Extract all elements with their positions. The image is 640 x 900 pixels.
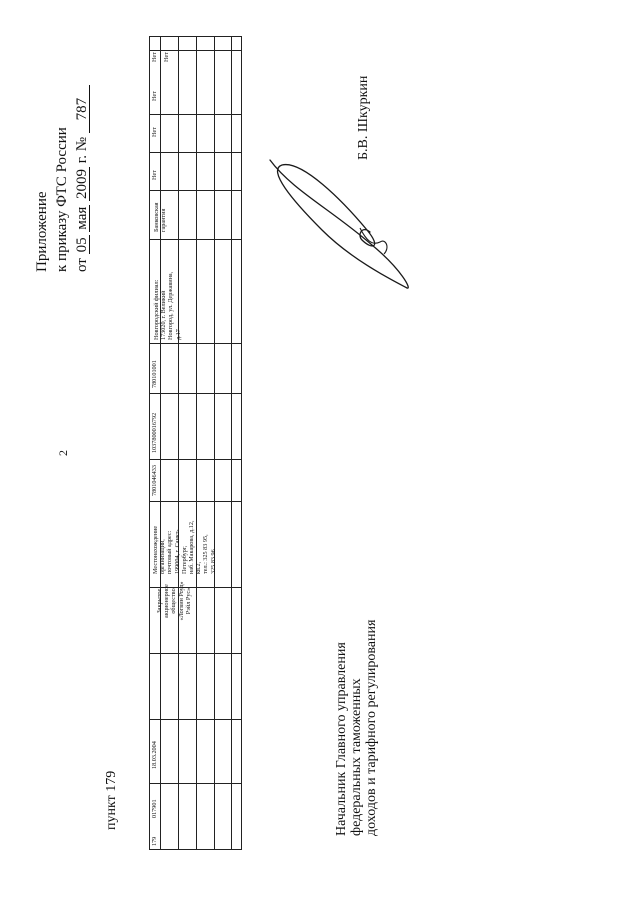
header-date-line bbox=[72, 85, 92, 272]
cell-org-name: Закрытое акционерное общество «Логвин Роуд» Рэйл Рус» bbox=[156, 581, 192, 621]
number-sign: № bbox=[74, 136, 90, 152]
column-divider bbox=[150, 190, 241, 191]
column-divider bbox=[150, 50, 241, 51]
column-divider bbox=[150, 719, 241, 720]
column-divider bbox=[150, 239, 241, 240]
table-row-divider bbox=[196, 37, 197, 849]
date-day: 05 bbox=[74, 237, 90, 253]
cell-address: Местонахождение организации, почтовый адрес: 199004, г. Санкт- Петербург, наб. Макарова, д.12, кв.2, тел.: 325 83 95, 325 83 96 bbox=[152, 520, 217, 574]
header-line-2: к приказу ФТС России bbox=[54, 127, 70, 272]
signer-title-line-2: федеральных таможенных bbox=[349, 678, 364, 836]
table-row-divider bbox=[160, 37, 161, 849]
order-number: 787 bbox=[75, 85, 90, 133]
signer-title bbox=[334, 620, 379, 836]
date-month: мая bbox=[74, 206, 90, 230]
signer-name: Б.В. Шкуркин bbox=[356, 75, 371, 160]
column-divider bbox=[150, 459, 241, 460]
table-row-divider bbox=[214, 37, 215, 849]
cell-no-3: Нет bbox=[151, 91, 158, 101]
document-header bbox=[32, 85, 92, 272]
column-divider bbox=[150, 152, 241, 153]
cell-no-1: Нет bbox=[151, 170, 158, 180]
table-row-divider bbox=[231, 37, 232, 849]
column-divider bbox=[150, 653, 241, 654]
column-divider bbox=[150, 393, 241, 394]
cell-kpp: 780101001 bbox=[151, 360, 158, 388]
cell-branch: Новгородский филиал: 173020, г. Великий Новгород, ул. Державина, д.17 bbox=[153, 271, 182, 340]
column-divider bbox=[150, 783, 241, 784]
cell-number: 179 bbox=[151, 836, 158, 846]
signer-title-line-3: доходов и тарифного регулирования bbox=[364, 619, 379, 836]
cell-guarantee: Банковская гарантия bbox=[153, 202, 168, 232]
signature-icon bbox=[262, 150, 422, 300]
column-divider bbox=[150, 501, 241, 502]
column-divider bbox=[150, 114, 241, 115]
cell-date: 18.03.2004 bbox=[151, 741, 158, 769]
data-table bbox=[149, 36, 242, 850]
column-divider bbox=[150, 343, 241, 344]
date-suffix: г. bbox=[74, 154, 90, 164]
page-number: 2 bbox=[56, 450, 70, 456]
cell-inn: 7801046433 bbox=[151, 465, 158, 496]
date-prefix: от bbox=[74, 258, 90, 272]
cell-code: 017901 bbox=[151, 799, 158, 818]
header-line-1: Приложение bbox=[34, 191, 50, 272]
point-label: пункт 179 bbox=[104, 770, 119, 830]
table-row-divider bbox=[178, 37, 179, 849]
signer-title-line-1: Начальник Главного управления bbox=[334, 642, 349, 836]
cell-no-5: Нет bbox=[163, 52, 170, 62]
cell-no-4: Нет bbox=[151, 52, 158, 62]
date-year: 2009 bbox=[74, 168, 90, 199]
cell-ogrn: 1037800016792 bbox=[151, 412, 158, 453]
cell-no-2: Нет bbox=[151, 127, 158, 137]
